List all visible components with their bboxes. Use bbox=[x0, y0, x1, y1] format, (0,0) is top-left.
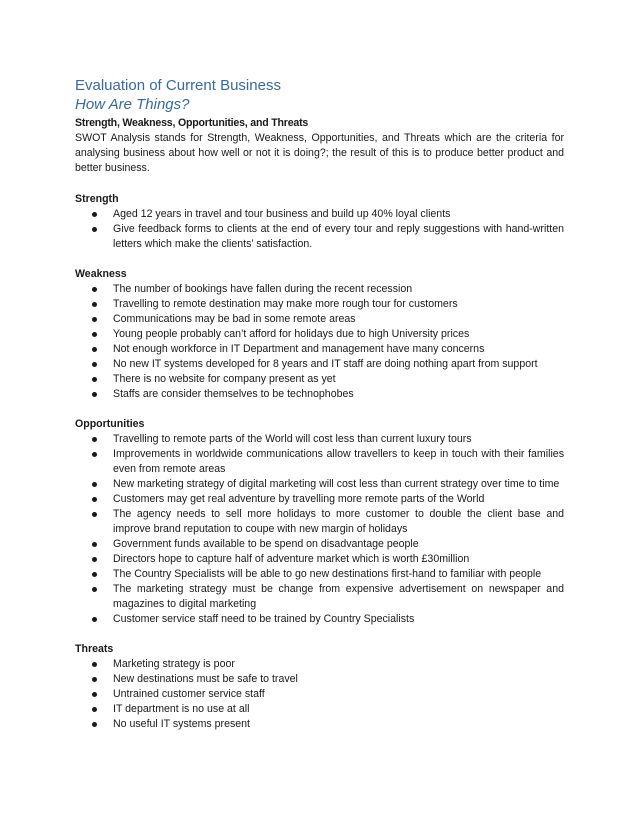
bullet-icon bbox=[92, 662, 97, 667]
bullet-list bbox=[75, 657, 564, 732]
list-item bbox=[75, 222, 564, 252]
bullet-icon bbox=[92, 362, 97, 367]
list-item bbox=[75, 567, 564, 582]
list-item bbox=[75, 387, 564, 402]
document-page bbox=[75, 76, 564, 747]
list-item bbox=[75, 207, 564, 222]
list-item bbox=[75, 537, 564, 552]
list-item-text: Marketing strategy is poor bbox=[113, 658, 235, 670]
list-item-text: Staffs are consider themselves to be technophobes bbox=[113, 388, 354, 400]
section-threats bbox=[75, 642, 564, 732]
list-item-text: No useful IT systems present bbox=[113, 718, 250, 730]
bullet-icon bbox=[92, 557, 97, 562]
bullet-icon bbox=[92, 542, 97, 547]
list-item bbox=[75, 492, 564, 507]
bullet-icon bbox=[92, 482, 97, 487]
bullet-list bbox=[75, 207, 564, 252]
list-item bbox=[75, 477, 564, 492]
list-item-text: Young people probably can’t afford for holidays due to high University prices bbox=[113, 328, 470, 340]
list-item-text: New destinations must be safe to travel bbox=[113, 673, 298, 685]
bullet-list bbox=[75, 282, 564, 402]
list-item bbox=[75, 582, 564, 612]
list-item bbox=[75, 552, 564, 567]
list-item bbox=[75, 717, 564, 732]
list-item-text: Not enough workforce in IT Department and management have many concerns bbox=[113, 343, 485, 355]
bullet-icon bbox=[92, 497, 97, 502]
document-subtitle: How Are Things? bbox=[75, 96, 190, 113]
list-item bbox=[75, 702, 564, 717]
list-item bbox=[75, 372, 564, 387]
list-item-text: Travelling to remote destination may make more rough tour for customers bbox=[113, 298, 458, 310]
list-item-text: IT department is no use at all bbox=[113, 703, 250, 715]
section-heading: Strength bbox=[75, 193, 119, 205]
bullet-icon bbox=[92, 572, 97, 577]
list-item-text: Give feedback forms to clients at the end of every tour and reply suggestions with hand-written letters which make the clients’ satisfaction. bbox=[113, 223, 564, 250]
section-heading: Opportunities bbox=[75, 418, 145, 430]
bullet-icon bbox=[92, 617, 97, 622]
bullet-icon bbox=[92, 437, 97, 442]
bullet-icon bbox=[92, 392, 97, 397]
list-item-text: The agency needs to sell more holidays to more customer to double the client base and improve brand reputation to coupe with new margin of holidays bbox=[113, 508, 564, 535]
list-item-text: Customers may get real adventure by travelling more remote parts of the World bbox=[113, 493, 485, 505]
document-title: Evaluation of Current Business bbox=[75, 77, 281, 94]
bullet-list bbox=[75, 432, 564, 627]
swot-sections bbox=[75, 192, 564, 732]
bullet-icon bbox=[92, 317, 97, 322]
intro-paragraph: SWOT Analysis stands for Strength, Weakness, Opportunities, and Threats which are the criteria for analysing business about how well or not it is doing?; the result of this is to produce better product and better business. bbox=[75, 132, 564, 174]
section-opportunities bbox=[75, 417, 564, 627]
list-item-text: The Country Specialists will be able to go new destinations first-hand to familiar with people bbox=[113, 568, 542, 580]
bullet-icon bbox=[92, 302, 97, 307]
list-item bbox=[75, 357, 564, 372]
list-item bbox=[75, 342, 564, 357]
list-item bbox=[75, 297, 564, 312]
section-heading: Weakness bbox=[75, 268, 127, 280]
bullet-icon bbox=[92, 377, 97, 382]
list-item bbox=[75, 612, 564, 627]
bullet-icon bbox=[92, 722, 97, 727]
list-item bbox=[75, 327, 564, 342]
list-item-text: The number of bookings have fallen during the recent recession bbox=[113, 283, 413, 295]
list-item-text: Aged 12 years in travel and tour business and build up 40% loyal clients bbox=[113, 208, 451, 220]
list-item bbox=[75, 282, 564, 297]
list-item bbox=[75, 312, 564, 327]
bullet-icon bbox=[92, 587, 97, 592]
section-heading: Threats bbox=[75, 643, 114, 655]
bullet-icon bbox=[92, 212, 97, 217]
bullet-icon bbox=[92, 692, 97, 697]
section-strength bbox=[75, 192, 564, 252]
bullet-icon bbox=[92, 287, 97, 292]
list-item bbox=[75, 507, 564, 537]
list-item bbox=[75, 447, 564, 477]
list-item-text: The marketing strategy must be change from expensive advertisement on newspaper and magazines to digital marketing bbox=[113, 583, 564, 610]
list-item bbox=[75, 432, 564, 447]
list-item-text: Government funds available to be spend on disadvantage people bbox=[113, 538, 419, 550]
bullet-icon bbox=[92, 332, 97, 337]
list-item-text: No new IT systems developed for 8 years and IT staff are doing nothing apart from support bbox=[113, 358, 538, 370]
list-item-text: Travelling to remote parts of the World will cost less than current luxury tours bbox=[113, 433, 472, 445]
list-item bbox=[75, 657, 564, 672]
section-weakness bbox=[75, 267, 564, 402]
swot-subheading: Strength, Weakness, Opportunities, and Threats bbox=[75, 117, 309, 129]
bullet-icon bbox=[92, 227, 97, 232]
list-item-text: Untrained customer service staff bbox=[113, 688, 265, 700]
list-item bbox=[75, 687, 564, 702]
bullet-icon bbox=[92, 512, 97, 517]
bullet-icon bbox=[92, 707, 97, 712]
bullet-icon bbox=[92, 452, 97, 457]
list-item-text: Directors hope to capture half of adventure market which is worth £30million bbox=[113, 553, 470, 565]
bullet-icon bbox=[92, 677, 97, 682]
list-item-text: There is no website for company present as yet bbox=[113, 373, 336, 385]
list-item-text: Improvements in worldwide communications allow travellers to keep in touch with their families even from remote areas bbox=[113, 448, 564, 475]
bullet-icon bbox=[92, 347, 97, 352]
list-item-text: New marketing strategy of digital marketing will cost less than current strategy over time to time bbox=[113, 478, 560, 490]
list-item-text: Communications may be bad in some remote areas bbox=[113, 313, 356, 325]
list-item bbox=[75, 672, 564, 687]
list-item-text: Customer service staff need to be trained by Country Specialists bbox=[113, 613, 415, 625]
